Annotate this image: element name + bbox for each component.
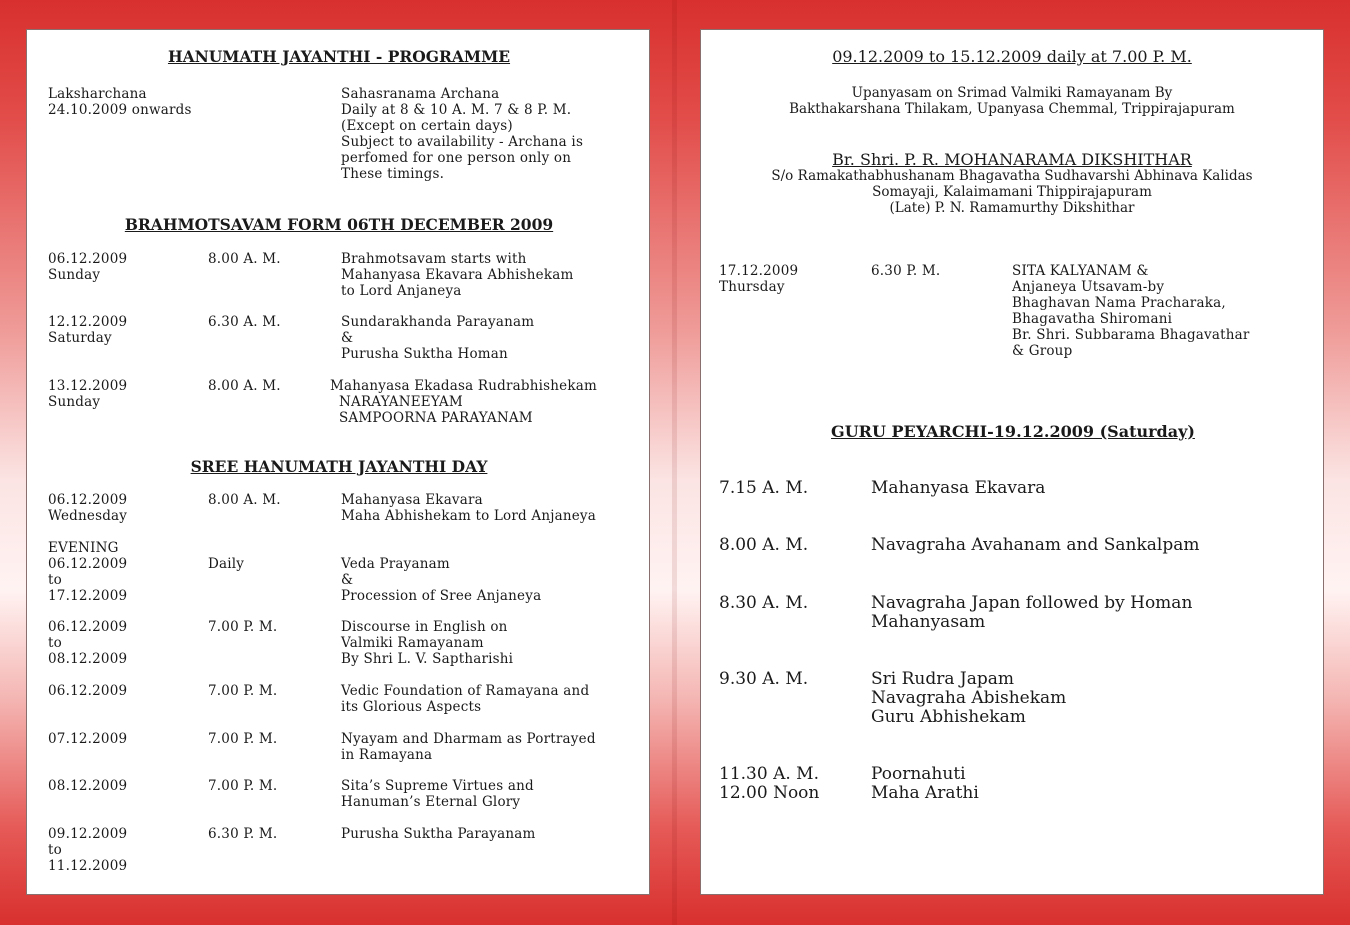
left-page — [26, 29, 650, 895]
schedule-event: Vedic Foundation of Ramayana and its Glorious Aspects — [341, 683, 590, 715]
schedule-date: 17.12.2009 Thursday — [719, 263, 799, 295]
schedule-date: 07.12.2009 — [48, 731, 128, 747]
jayanthi-title: SREE HANUMATH JAYANTHI DAY — [190, 457, 488, 476]
guru-peyarchi-title: GURU PEYARCHI-19.12.2009 (Saturday) — [831, 422, 1195, 441]
laksharchana-detail: Sahasranama Archana Daily at 8 & 10 A. M. 7 & 8 P. M. (Except on certain days) Subject to availability - Archana is perfomed for one person only on These timings. — [341, 86, 584, 182]
guru-event: Navagraha Avahanam and Sankalpam — [871, 535, 1200, 555]
schedule-event: Sundarakhanda Parayanam & Purusha Suktha Homan — [341, 314, 535, 362]
schedule-time: 6.30 P. M. — [208, 826, 278, 842]
upanyasam-line: Upanyasam on Srimad Valmiki Ramayanam By — [851, 85, 1173, 101]
schedule-date: 09.12.2009 to 11.12.2009 — [48, 826, 128, 874]
schedule-date: 13.12.2009 Sunday — [48, 378, 128, 410]
schedule-time: 6.30 A. M. — [208, 314, 281, 330]
discourse-title: 09.12.2009 to 15.12.2009 daily at 7.00 P. M. — [832, 47, 1192, 66]
right-page — [700, 29, 1324, 895]
schedule-event: SITA KALYANAM & Anjaneya Utsavam-by Bhaghavan Nama Pracharaka, Bhagavatha Shiromani Br. Shri. Subbarama Bhagavathar & Group — [1012, 263, 1250, 359]
schedule-time: 7.00 P. M. — [208, 778, 278, 794]
guru-time: 9.30 A. M. — [719, 669, 809, 689]
schedule-time: 8.00 A. M. — [208, 492, 281, 508]
guru-time: 11.30 A. M. 12.00 Noon — [719, 764, 820, 803]
schedule-time: 6.30 P. M. — [871, 263, 941, 279]
laksharchana-label: Laksharchana 24.10.2009 onwards — [48, 86, 192, 118]
schedule-event: Sita’s Supreme Virtues and Hanuman’s Eternal Glory — [341, 778, 534, 810]
guru-event: Poornahuti Maha Arathi — [871, 764, 979, 803]
schedule-date: 06.12.2009 Sunday — [48, 251, 128, 283]
speaker-line: Somayaji, Kalaimamani Thippirajapuram — [872, 184, 1152, 200]
speaker-line: (Late) P. N. Ramamurthy Dikshithar — [889, 200, 1135, 216]
guru-event: Navagraha Japan followed by Homan Mahanyasam — [871, 593, 1193, 632]
programme-title: HANUMATH JAYANTHI - PROGRAMME — [167, 47, 511, 66]
upanyasam-line: Bakthakarshana Thilakam, Upanyasa Chemmal, Trippirajapuram — [789, 101, 1235, 117]
schedule-event: Purusha Suktha Parayanam — [341, 826, 536, 842]
schedule-time: 8.00 A. M. — [208, 251, 281, 267]
schedule-event: Veda Prayanam & Procession of Sree Anjaneya — [341, 556, 542, 604]
schedule-date: 06.12.2009 Wednesday — [48, 492, 128, 524]
schedule-date: 06.12.2009 — [48, 683, 128, 699]
schedule-date: 08.12.2009 — [48, 778, 128, 794]
schedule-time: 7.00 P. M. — [208, 683, 278, 699]
guru-event: Mahanyasa Ekavara — [871, 478, 1046, 498]
schedule-event: Mahanyasa Ekadasa Rudrabhishekam NARAYANEEYAM SAMPOORNA PARAYANAM — [330, 378, 597, 426]
speaker-name: Br. Shri. P. R. MOHANARAMA DIKSHITHAR — [832, 150, 1192, 169]
guru-time: 8.00 A. M. — [719, 535, 809, 555]
page-fold — [672, 0, 677, 925]
guru-time: 8.30 A. M. — [719, 593, 809, 613]
schedule-date: EVENING 06.12.2009 to 17.12.2009 — [48, 540, 128, 604]
guru-time: 7.15 A. M. — [719, 478, 809, 498]
brahmotsavam-title: BRAHMOTSAVAM FORM 06TH DECEMBER 2009 — [124, 215, 554, 234]
schedule-event: Brahmotsavam starts with Mahanyasa Ekavara Abhishekam to Lord Anjaneya — [341, 251, 574, 299]
schedule-date: 12.12.2009 Saturday — [48, 314, 128, 346]
schedule-event: Discourse in English on Valmiki Ramayanam By Shri L. V. Saptharishi — [341, 619, 514, 667]
schedule-event: Nyayam and Dharmam as Portrayed in Ramayana — [341, 731, 596, 763]
speaker-line: S/o Ramakathabhushanam Bhagavatha Sudhavarshi Abhinava Kalidas — [771, 168, 1253, 184]
schedule-time: Daily — [208, 556, 245, 572]
schedule-time: 7.00 P. M. — [208, 731, 278, 747]
schedule-event: Mahanyasa Ekavara Maha Abhishekam to Lord Anjaneya — [341, 492, 597, 524]
guru-event: Sri Rudra Japam Navagraha Abishekam Guru Abhishekam — [871, 669, 1067, 727]
schedule-date: 06.12.2009 to 08.12.2009 — [48, 619, 128, 667]
schedule-time: 7.00 P. M. — [208, 619, 278, 635]
schedule-time: 8.00 A. M. — [208, 378, 281, 394]
